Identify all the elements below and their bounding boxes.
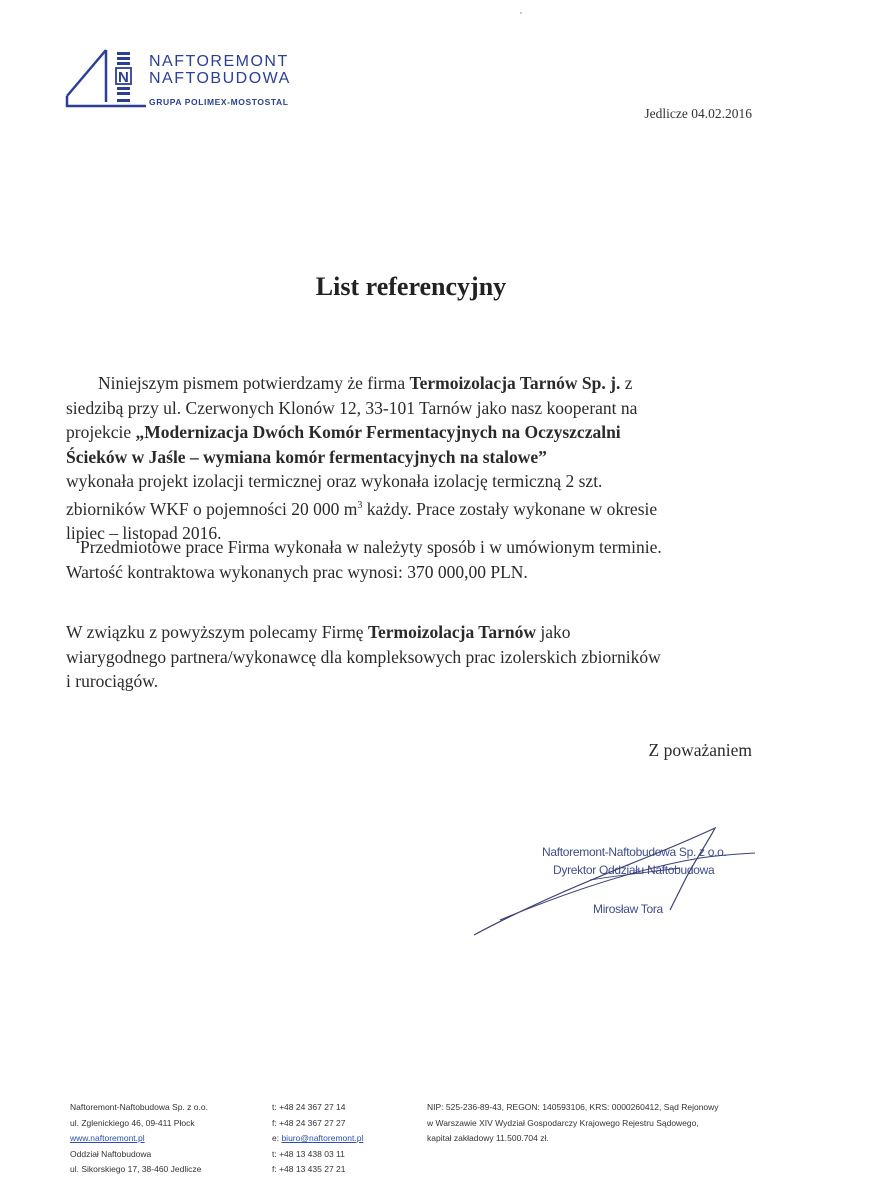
logo-emblem-icon	[62, 44, 152, 114]
footer-reg-line: NIP: 525-236-89-43, REGON: 140593106, KRS: 0000260412, Sąd Rejonowy	[427, 1102, 719, 1112]
text-line: projekcie „Modernizacja Dwóch Komór Fermentacyjnych na Oczyszczalni	[66, 422, 621, 442]
footer-fax-2: f: +48 13 435 27 21	[272, 1164, 346, 1174]
text-line: lipiec – listopad 2016.	[66, 522, 222, 543]
text-line: zbiorników WKF o pojemności 20 000 $m^3$ każdy. Prace zostały wykonane w okresie	[66, 498, 658, 519]
text-line: siedzibą przy ul. Czerwonych Klonów 12, 33-101 Tarnów jako nasz kooperant na	[66, 397, 638, 418]
footer-contacts	[272, 1100, 363, 1178]
project-name: „Modernizacja Dwóch Komór Fermentacyjnych na Oczyszczalni	[135, 422, 621, 442]
company-logo	[62, 44, 322, 114]
handwritten-signature	[470, 820, 760, 940]
text-line: Wartość kontraktowa wykonanych prac wynosi: 370 000,00 PLN.	[66, 561, 528, 582]
paragraph-recommendation	[66, 620, 766, 694]
svg-text:N: N	[118, 69, 129, 86]
text-line	[66, 445, 766, 470]
logo-group-name: GRUPA POLIMEX-MOSTOSTAL	[149, 97, 289, 107]
logo-line-2: NAFTOBUDOWA	[149, 70, 291, 87]
footer-branch: Oddział Naftobudowa	[70, 1148, 152, 1159]
footer-phone-2: t: +48 13 438 03 11	[272, 1148, 345, 1159]
footer-company: Naftoremont-Naftobudowa Sp. z o.o.	[70, 1102, 208, 1112]
text-line: wiarygodnego partnera/wykonawcę dla kompleksowych prac izolerskich zbiorników	[66, 646, 661, 667]
footer-email: e: biuro@naftoremont.pl	[272, 1133, 364, 1143]
text-line: Przedmiotowe prace Firma wykonała w należyty sposób i w umówionym terminie.	[80, 537, 662, 557]
text-line: Niniejszym pismem potwierdzamy że firma Termoizolacja Tarnów Sp. j. z	[98, 373, 633, 393]
footer-fax-1: f: +48 24 367 27 27	[272, 1117, 346, 1128]
footer-reg-line: kapitał zakładowy 11.500.704 zł.	[427, 1133, 549, 1143]
footer-website-link[interactable]: www.naftoremont.pl	[70, 1133, 145, 1143]
footer-email-link[interactable]: biuro@naftoremont.pl	[281, 1133, 364, 1143]
footer-address	[70, 1100, 208, 1178]
footer-branch-address: ul. Sikorskiego 17, 38-460 Jedlicze	[70, 1164, 202, 1174]
company-name: Termoizolacja Tarnów Sp. j.	[409, 373, 621, 393]
logo-line-1: NAFTOREMONT	[149, 53, 289, 70]
scan-speck	[520, 12, 522, 14]
paragraph-reference	[66, 371, 766, 545]
footer-reg-line: w Warszawie XIV Wydział Gospodarczy Krajowego Rejestru Sądowego,	[427, 1117, 699, 1128]
company-name: Termoizolacja Tarnów	[367, 622, 536, 642]
footer-registration	[427, 1100, 719, 1147]
stamp-company: Naftoremont-Naftobudowa Sp. z o.o.	[542, 845, 727, 859]
paragraph-contract	[66, 535, 786, 584]
footer-phone-1: t: +48 24 367 27 14	[272, 1102, 346, 1112]
document-title: List referencyjny	[315, 272, 507, 301]
project-name-cont: Ścieków w Jaśle – wymiana komór fermentacyjnych na stalowe”	[66, 446, 547, 467]
letter-date: Jedlicze 04.02.2016	[644, 106, 752, 121]
stamp-position: Dyrektor Oddziału Naftobudowa	[553, 863, 715, 877]
text-line: W związku z powyższym polecamy Firmę Termoizolacja Tarnów jako	[66, 622, 571, 642]
footer-hq-address: ul. Zglenickiego 46, 09-411 Płock	[70, 1117, 195, 1128]
text-line: wykonała projekt izolacji termicznej oraz wykonała izolację termiczną 2 szt.	[66, 471, 603, 491]
text-line: i rurociągów.	[66, 671, 159, 691]
stamp-person: Mirosław Tora	[593, 902, 663, 916]
closing-salutation: Z poważaniem	[648, 740, 752, 760]
